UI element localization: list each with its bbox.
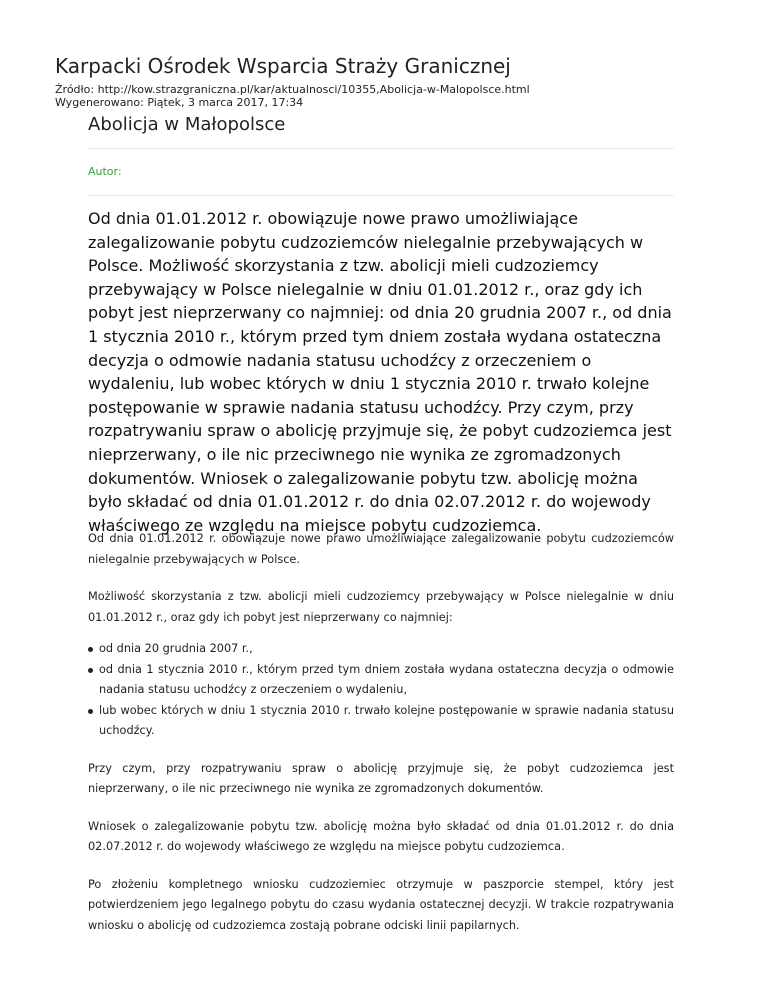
page-meta (55, 84, 530, 109)
article-body (88, 529, 674, 953)
author-label: Autor: (88, 165, 122, 178)
list-item-text: lub wobec których w dniu 1 stycznia 2010 r. trwało kolejne postępowanie w sprawie nadania statusu uchodźcy. (99, 703, 674, 737)
bullet-list (88, 639, 674, 742)
list-item (88, 639, 674, 660)
source-link[interactable]: http://kow.strazgraniczna.pl/kar/aktualnosci/10355,Abolicja-w-Malopolsce.html (97, 83, 530, 96)
source-line (55, 84, 530, 97)
list-item-text: od dnia 20 grudnia 2007 r., (99, 642, 253, 655)
paragraph: Wniosek o zalegalizowanie pobytu tzw. abolicję można było składać od dnia 01.01.2012 r. do dnia 02.07.2012 r. do wojewody właściwego ze względu na miejsce pobytu cudzoziemca. (88, 819, 674, 853)
source-label: Źródło: (55, 83, 98, 96)
article-lead: Od dnia 01.01.2012 r. obowiązuje nowe prawo umożliwiające zalegalizowanie pobytu cudzoziemców nielegalnie przebywających w Polsce. Możliwość skorzystania z tzw. abolicji mieli cudzoziemcy przebywający w Polsce nielegalnie w dniu 01.01.2012 r., oraz gdy ich pobyt jest nieprzerwany co najmniej: od dnia 20 grudnia 2007 r., od dnia 1 stycznia 2010 r., którym przed tym dniem została wydana ostateczna decyzja o odmowie nadania statusu uchodźcy z orzeczeniem o wydaleniu, lub wobec których w dniu 1 stycznia 2010 r. trwało kolejne postępowanie w sprawie nadania statusu uchodźcy. Przy czym, przy rozpatrywaniu spraw o abolicję przyjmuje się, że pobyt cudzoziemca jest nieprzerwany, o ile nic przeciwnego nie wynika ze zgromadzonych dokumentów. Wniosek o zalegalizowanie pobytu tzw. abolicję można było składać od dnia 01.01.2012 r. do dnia 02.07.2012 r. do wojewody właściwego ze względu na miejsce pobytu cudzoziemca. (88, 209, 672, 535)
divider (88, 148, 674, 149)
paragraph: Po złożeniu kompletnego wniosku cudzoziemiec otrzymuje w paszporcie stempel, który jest potwierdzeniem jego legalnego pobytu do czasu wydania ostatecznej decyzji. W trakcie rozpatrywania wniosku o abolicję od cudzoziemca zostają pobrane odciski linii papilarnych. (88, 877, 674, 932)
list-item (88, 701, 674, 742)
paragraph: Od dnia 01.01.2012 r. obowiązuje nowe prawo umożliwiające zalegalizowanie pobytu cudzoziemców nielegalnie przebywających w Polsce. (88, 532, 674, 566)
list-item-text: od dnia 1 stycznia 2010 r., którym przed tym dniem została wydana ostateczna decyzja o odmowie nadania statusu uchodźcy z orzeczeniem o wydaleniu, (99, 662, 674, 696)
bullet-icon (88, 709, 93, 714)
article-title: Abolicja w Małopolsce (88, 114, 286, 135)
paragraph: Przy czym, przy rozpatrywaniu spraw o abolicję przyjmuje się, że pobyt cudzoziemca jest nieprzerwany, o ile nic przeciwnego nie wynika ze zgromadzonych dokumentów. (88, 761, 674, 795)
generated-timestamp: Wygenerowano: Piątek, 3 marca 2017, 17:34 (55, 95, 304, 109)
site-title: Karpacki Ośrodek Wsparcia Straży Granicznej (55, 54, 511, 78)
bullet-icon (88, 647, 93, 652)
paragraph: Możliwość skorzystania z tzw. abolicji mieli cudzoziemcy przebywający w Polsce nielegalnie w dniu 01.01.2012 r., oraz gdy ich pobyt jest nieprzerwany co najmniej: (88, 590, 674, 624)
bullet-icon (88, 668, 93, 673)
list-item (88, 660, 674, 701)
divider (88, 195, 674, 196)
